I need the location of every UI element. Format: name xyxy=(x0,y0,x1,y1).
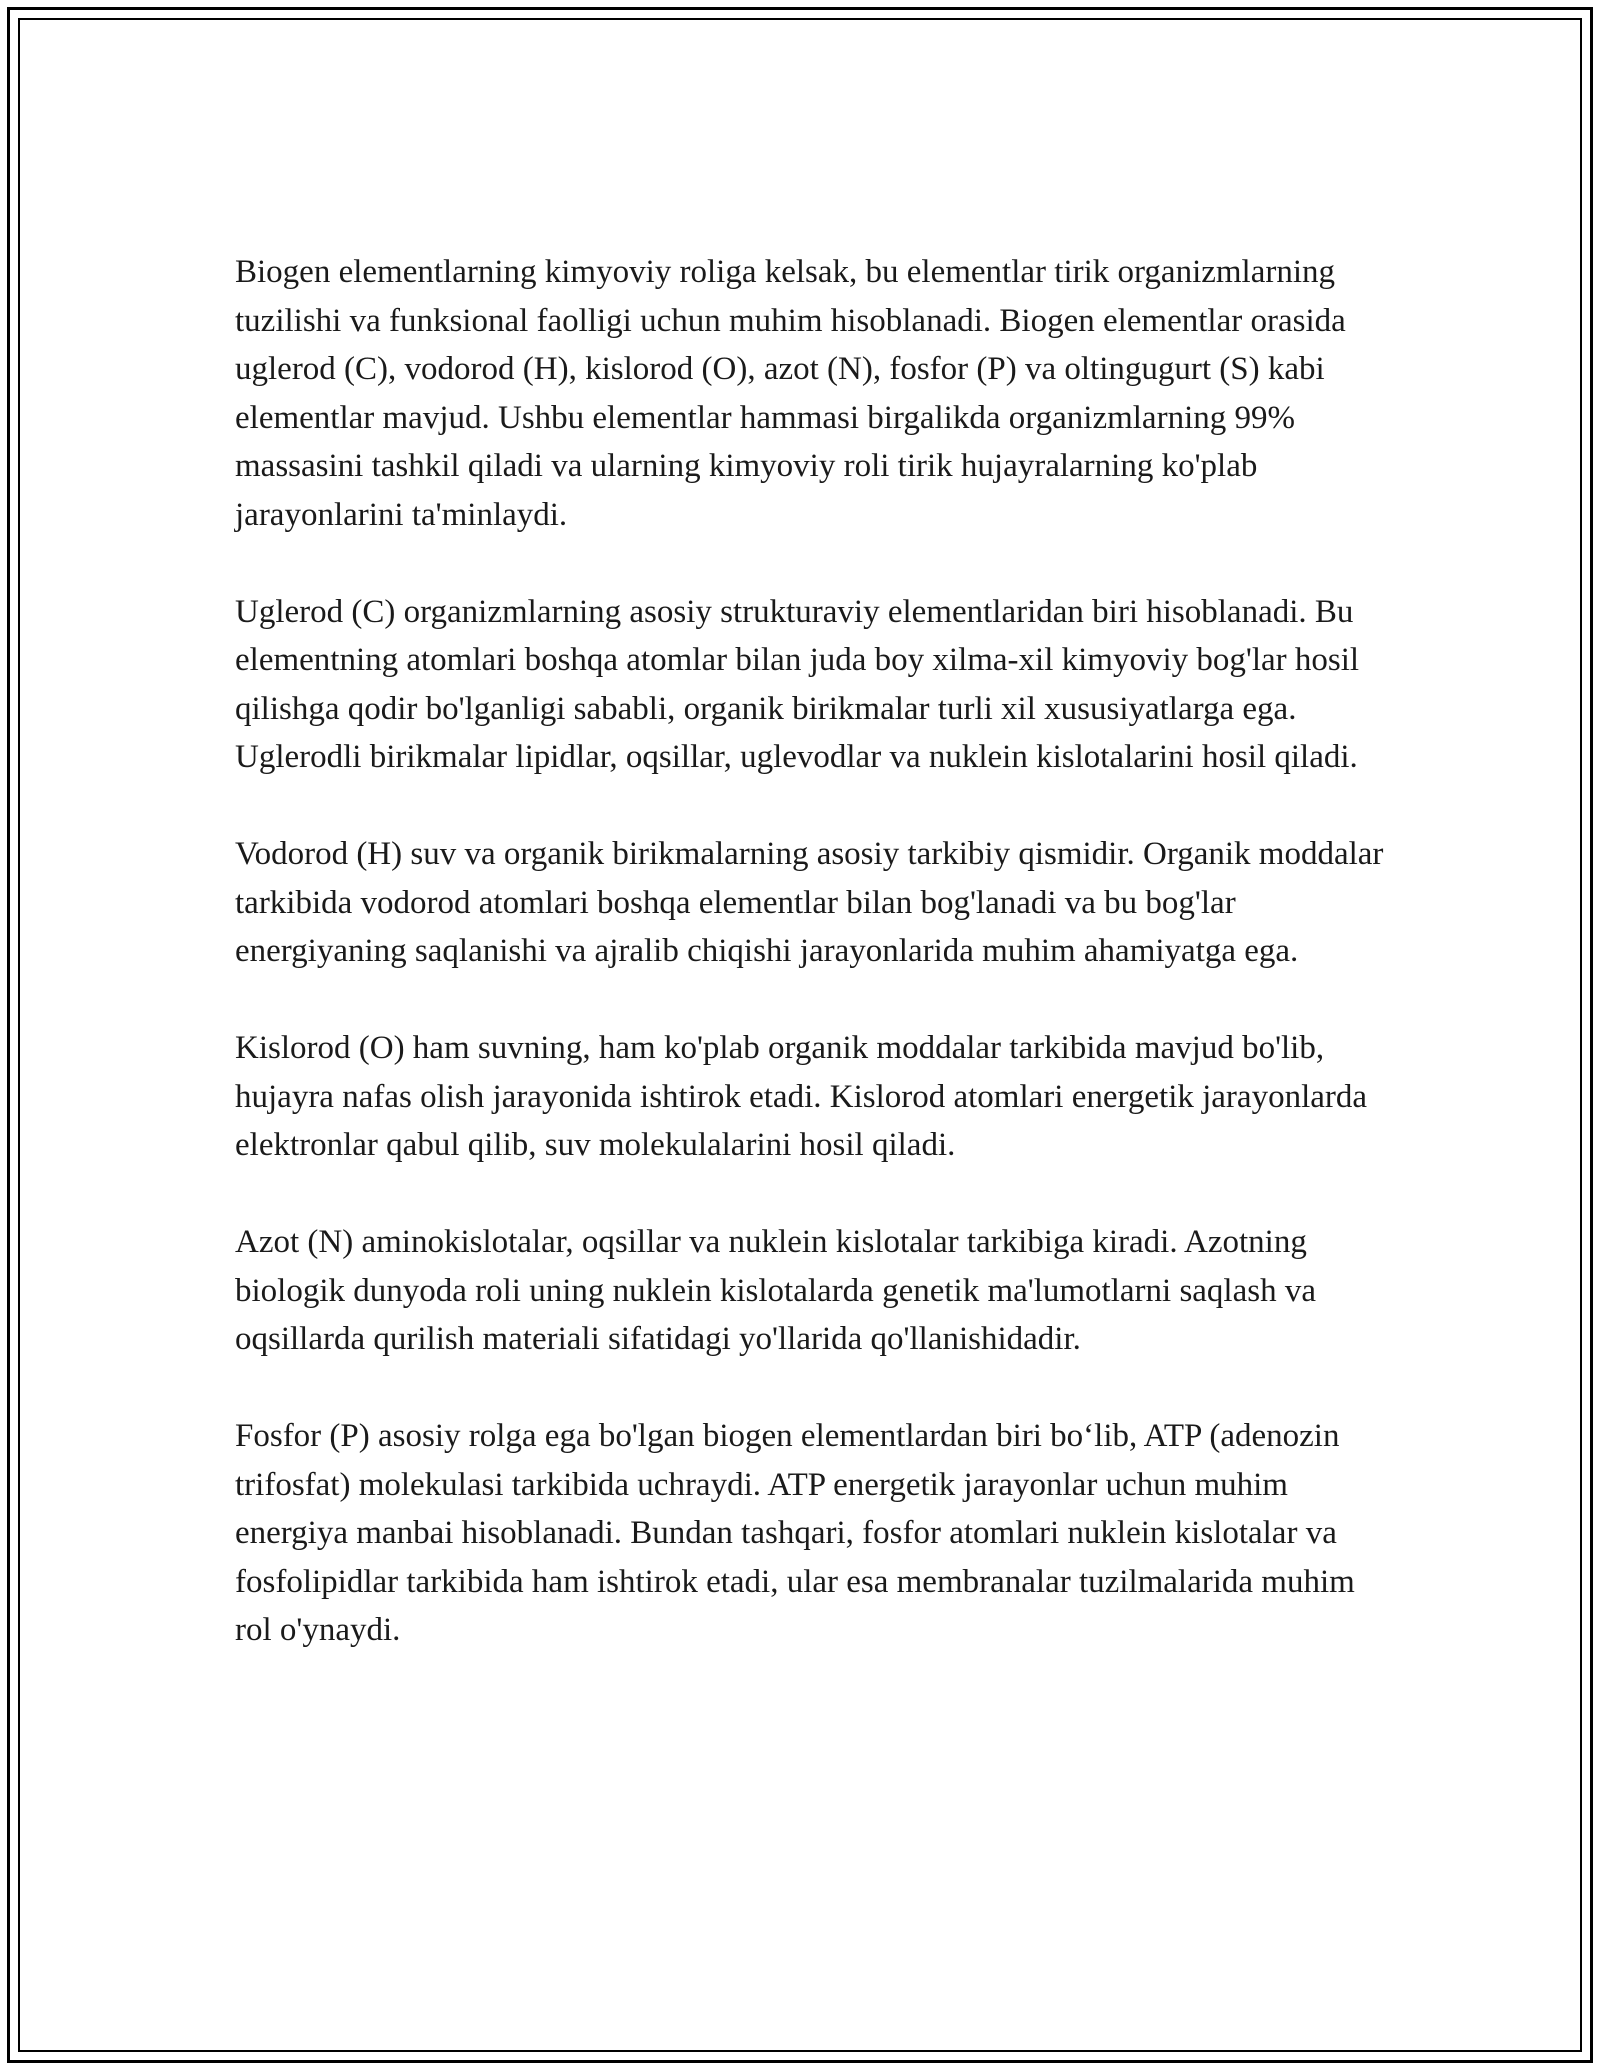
document-body xyxy=(235,248,1385,1703)
paragraph-nitrogen: Azot (N) aminokislotalar, oqsillar va nuklein kislotalar tarkibiga kiradi. Azotning biologik dunyoda roli uning nuklein kislotalarda genetik ma'lumotlarni saqlash va oqsillarda qurilish materiali sifatidagi yo'llarida qo'llanishidadir. xyxy=(235,1224,1316,1357)
paragraph-oxygen: Kislorod (O) ham suvning, ham ko'plab organik moddalar tarkibida mavjud bo'lib, hujayra nafas olish jarayonida ishtirok etadi. Kislorod atomlari energetik jarayonlarda elektronlar qabul qilib, suv molekulalarini hosil qiladi. xyxy=(235,1030,1368,1163)
paragraph-phosphorus: Fosfor (P) asosiy rolga ega bo'lgan biogen elementlardan biri bo‘lib, ATP (adenozin trifosfat) molekulasi tarkibida uchraydi. ATP energetik jarayonlar uchun muhim energiya manbai hisoblanadi. Bundan tashqari, fosfor atomlari nuklein kislotalar va fosfolipidlar tarkibida ham ishtirok etadi, ular esa membranalar tuzilmalarida muhim rol o'ynaydi. xyxy=(235,1418,1355,1648)
paragraph-carbon: Uglerod (C) organizmlarning asosiy strukturaviy elementlaridan biri hisoblanadi. Bu elementning atomlari boshqa atomlar bilan juda boy xilma-xil kimyoviy bog'lar hosil qilishga qodir bo'lganligi sababli, organik birikmalar turli xil xususiyatlarga ega. Uglerodli birikmalar lipidlar, oqsillar, uglevodlar va nuklein kislotalarini hosil qiladi. xyxy=(235,593,1360,775)
paragraph-hydrogen: Vodorod (H) suv va organik birikmalarning asosiy tarkibiy qismidir. Organik moddalar tarkibida vodorod atomlari boshqa elementlar bilan bog'lanadi va bu bog'lar energiyaning saqlanishi va ajralib chiqishi jarayonlarida muhim ahamiyatga ega. xyxy=(235,836,1384,969)
paragraph-biogen-elements: Biogen elementlarning kimyoviy roliga kelsak, bu elementlar tirik organizmlarning tuzilishi va funksional faolligi uchun muhim hisoblanadi. Biogen elementlar orasida uglerod (C), vodorod (H), kislorod (O), azot (N), fosfor (P) va oltingugurt (S) kabi elementlar mavjud. Ushbu elementlar hammasi birgalikda organizmlarning 99% massasini tashkil qiladi va ularning kimyoviy roli tirik hujayralarning ko'plab jarayonlarini ta'minlaydi. xyxy=(235,254,1346,533)
